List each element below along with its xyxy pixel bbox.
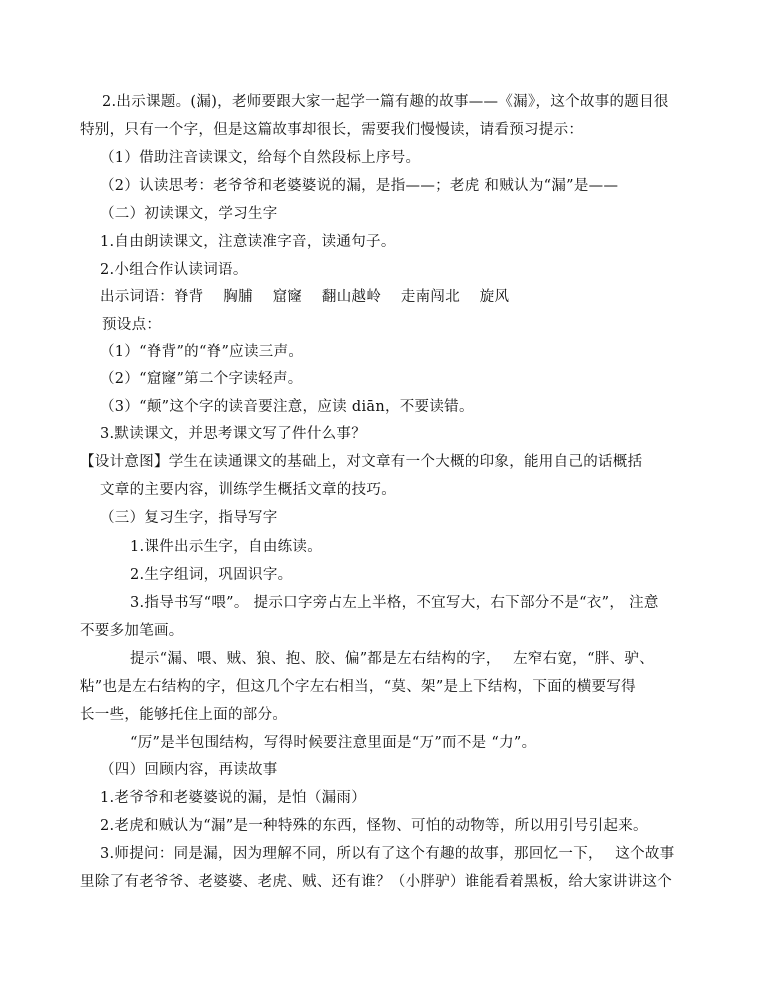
text-line: 不要多加笔画。 [80, 623, 184, 639]
text-line: 2.小组合作认读词语。 [100, 262, 248, 278]
text-line: （1）“脊背”的“脊”应读三声。 [100, 344, 304, 360]
text-line: 3.默读课文，并思考课文写了件什么事？ [100, 426, 367, 442]
text-line: 文章的主要内容，训练学生概括文章的技巧。 [100, 482, 396, 498]
text-line: 2.出示课题。(漏)，老师要跟大家一起学一篇有趣的故事——《漏》，这个故事的题目很 [102, 94, 669, 110]
text-line: “厉”是半包围结构，写得时候要注意里面是“万”而不是 “力”。 [130, 735, 537, 751]
text-line: 里除了有老爷爷、老婆婆、老虎、贼、还有谁？（小胖驴）谁能看着黑板，给大家讲讲这个 [80, 874, 672, 890]
section-heading: （三）复习生字，指导写字 [100, 510, 278, 526]
text-line: 粘”也是左右结构的字，但这几个字左右相当，“莫、架”是上下结构，下面的横要写得 [80, 679, 636, 695]
section-heading: （四）回顾内容，再读故事 [100, 762, 278, 778]
text-line: 预设点： [102, 317, 162, 333]
text-line: 出示词语：脊背 胸脯 窟窿 翻山越岭 走南闯北 旋风 [100, 289, 510, 305]
text-line: 3.指导书写“喂”。 提示口字旁占左上半格，不宜写大，右下部分不是“衣”， 注意 [130, 595, 659, 611]
text-line: 2.生字组词，巩固识字。 [130, 567, 293, 583]
text-line: 提示“漏、喂、贼、狼、抱、胶、偏”都是左右结构的字， 左窄右宽，“胖、驴、 [130, 651, 654, 667]
text-line: （1）借助注音读课文，给每个自然段标上序号。 [100, 150, 421, 166]
text-line: （3）“颠”这个字的读音要注意，应读 diān，不要读错。 [100, 399, 474, 415]
text-line: 1.自由朗读课文，注意读准字音，读通句子。 [100, 234, 396, 250]
section-heading: （二）初读课文，学习生字 [100, 206, 278, 222]
text-line: 1.老爷爷和老婆婆说的漏，是怕（漏雨） [100, 790, 367, 806]
text-line: 1.课件出示生字，自由练读。 [130, 539, 323, 555]
text-line: 2.老虎和贼认为“漏”是一种特殊的东西，怪物、可怕的动物等，所以用引号引起来。 [100, 818, 648, 834]
design-intent: 【设计意图】学生在读通课文的基础上，对文章有一个大概的印象，能用自己的话概括 [80, 454, 643, 470]
text-line: 长一些，能够托住上面的部分。 [80, 707, 288, 723]
text-line: （2）认读思考：老爷爷和老婆婆说的漏，是指——；老虎 和贼认为“漏”是—— [100, 178, 619, 194]
text-line: 3.师提问：同是漏，因为理解不同，所以有了这个有趣的故事，那回忆一下， 这个故事 [100, 846, 675, 862]
text-line: 特别，只有一个字，但是这篇故事却很长，需要我们慢慢读，请看预习提示： [80, 122, 584, 138]
text-line: （2）“窟窿”第二个字读轻声。 [100, 371, 303, 387]
